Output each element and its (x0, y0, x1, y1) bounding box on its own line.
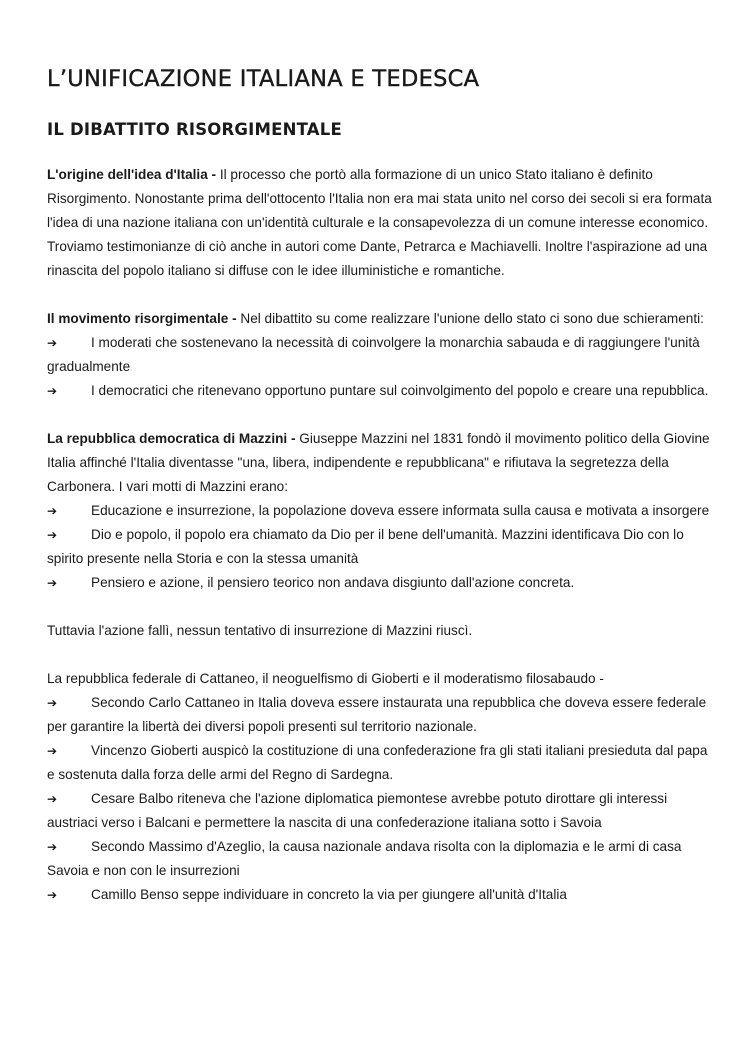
list-item: ➔ I moderati che sostenevano la necessità di coinvolgere la monarchia sabauda e di raggiungere l'unità gradualmente (47, 331, 712, 379)
paragraph-text: La repubblica federale di Cattaneo, il neoguelfismo di Gioberti e il moderatismo filosabaudo - (47, 671, 604, 686)
paragraph-heading: L'origine dell'idea d'Italia - (47, 167, 217, 182)
arrow-icon: ➔ (47, 840, 58, 854)
arrow-icon: ➔ (47, 504, 58, 518)
document-body (47, 163, 712, 931)
list-item: ➔ Cesare Balbo riteneva che l'azione diplomatica piemontese avrebbe potuto dirottare gli interessi austriaci verso i Balcani e permettere la nascita di una confederazione italiana sotto i Savoia (47, 787, 712, 835)
arrow-icon: ➔ (47, 528, 58, 542)
list-item: ➔ Dio e popolo, il popolo era chiamato da Dio per il bene dell'umanità. Mazzini identificava Dio con lo spirito presente nella Storia e con la stessa umanità (47, 523, 712, 571)
arrow-icon: ➔ (47, 576, 58, 590)
paragraph-text: Tuttavia l'azione fallì, nessun tentativo di insurrezione di Mazzini riuscì. (47, 623, 473, 638)
list-item: ➔ I democratici che ritenevano opportuno puntare sul coinvolgimento del popolo e creare una repubblica. (47, 379, 712, 403)
arrow-icon: ➔ (47, 744, 58, 758)
arrow-icon: ➔ (47, 792, 58, 806)
list-item: ➔ Vincenzo Gioberti auspicò la costituzione di una confederazione fra gli stati italiani presieduta dal papa e sostenuta dalla forza delle armi del Regno di Sardegna. (47, 739, 712, 787)
paragraph-tuttavia (47, 619, 712, 643)
document-title: L’UNIFICAZIONE ITALIANA E TEDESCA (47, 66, 480, 92)
paragraph-mazzini (47, 427, 712, 595)
paragraph-federale (47, 667, 712, 907)
section-title: IL DIBATTITO RISORGIMENTALE (47, 120, 342, 139)
list-item: ➔ Secondo Carlo Cattaneo in Italia doveva essere instaurata una repubblica che doveva essere federale per garantire la libertà dei diversi popoli presenti sul territorio nazionale. (47, 691, 712, 739)
list-item: ➔ Pensiero e azione, il pensiero teorico non andava disgiunto dall'azione concreta. (47, 571, 712, 595)
list-item: ➔ Camillo Benso seppe individuare in concreto la via per giungere all'unità d'Italia (47, 883, 712, 907)
paragraph-text: Il processo che portò alla formazione di un unico Stato italiano è definito Risorgimento. Nonostante prima dell'ottocento l'Italia non era mai stata unito nel corso dei secoli si era formata l'idea di una nazione italiana con un'identità culturale e la consapevolezza di un comune interesse economico. Troviamo testimonianze di ciò anche in autori come Dante, Petrarca e Machiavelli. Inoltre l'aspirazione ad una rinascita del popolo italiano si diffuse con le idee illuministiche e romantiche. (47, 167, 712, 278)
arrow-icon: ➔ (47, 384, 58, 398)
paragraph-origine (47, 163, 712, 283)
paragraph-text: Nel dibattito su come realizzare l'unione dello stato ci sono due schieramenti: (236, 311, 704, 326)
paragraph-movimento (47, 307, 712, 403)
paragraph-heading: La repubblica democratica di Mazzini - (47, 431, 296, 446)
list-item: ➔ Educazione e insurrezione, la popolazione doveva essere informata sulla causa e motivata a insorgere (47, 499, 712, 523)
list-item: ➔ Secondo Massimo d'Azeglio, la causa nazionale andava risolta con la diplomazia e le armi di casa Savoia e non con le insurrezioni (47, 835, 712, 883)
paragraph-text: Giuseppe Mazzini nel 1831 fondò il movimento politico della Giovine Italia affinché l'Italia diventasse "una, libera, indipendente e repubblicana" e rifiutava la segretezza della Carbonera. I vari motti di Mazzini erano: (47, 431, 710, 494)
arrow-icon: ➔ (47, 888, 58, 902)
paragraph-heading: Il movimento risorgimentale - (47, 311, 237, 326)
arrow-icon: ➔ (47, 696, 58, 710)
arrow-icon: ➔ (47, 336, 58, 350)
